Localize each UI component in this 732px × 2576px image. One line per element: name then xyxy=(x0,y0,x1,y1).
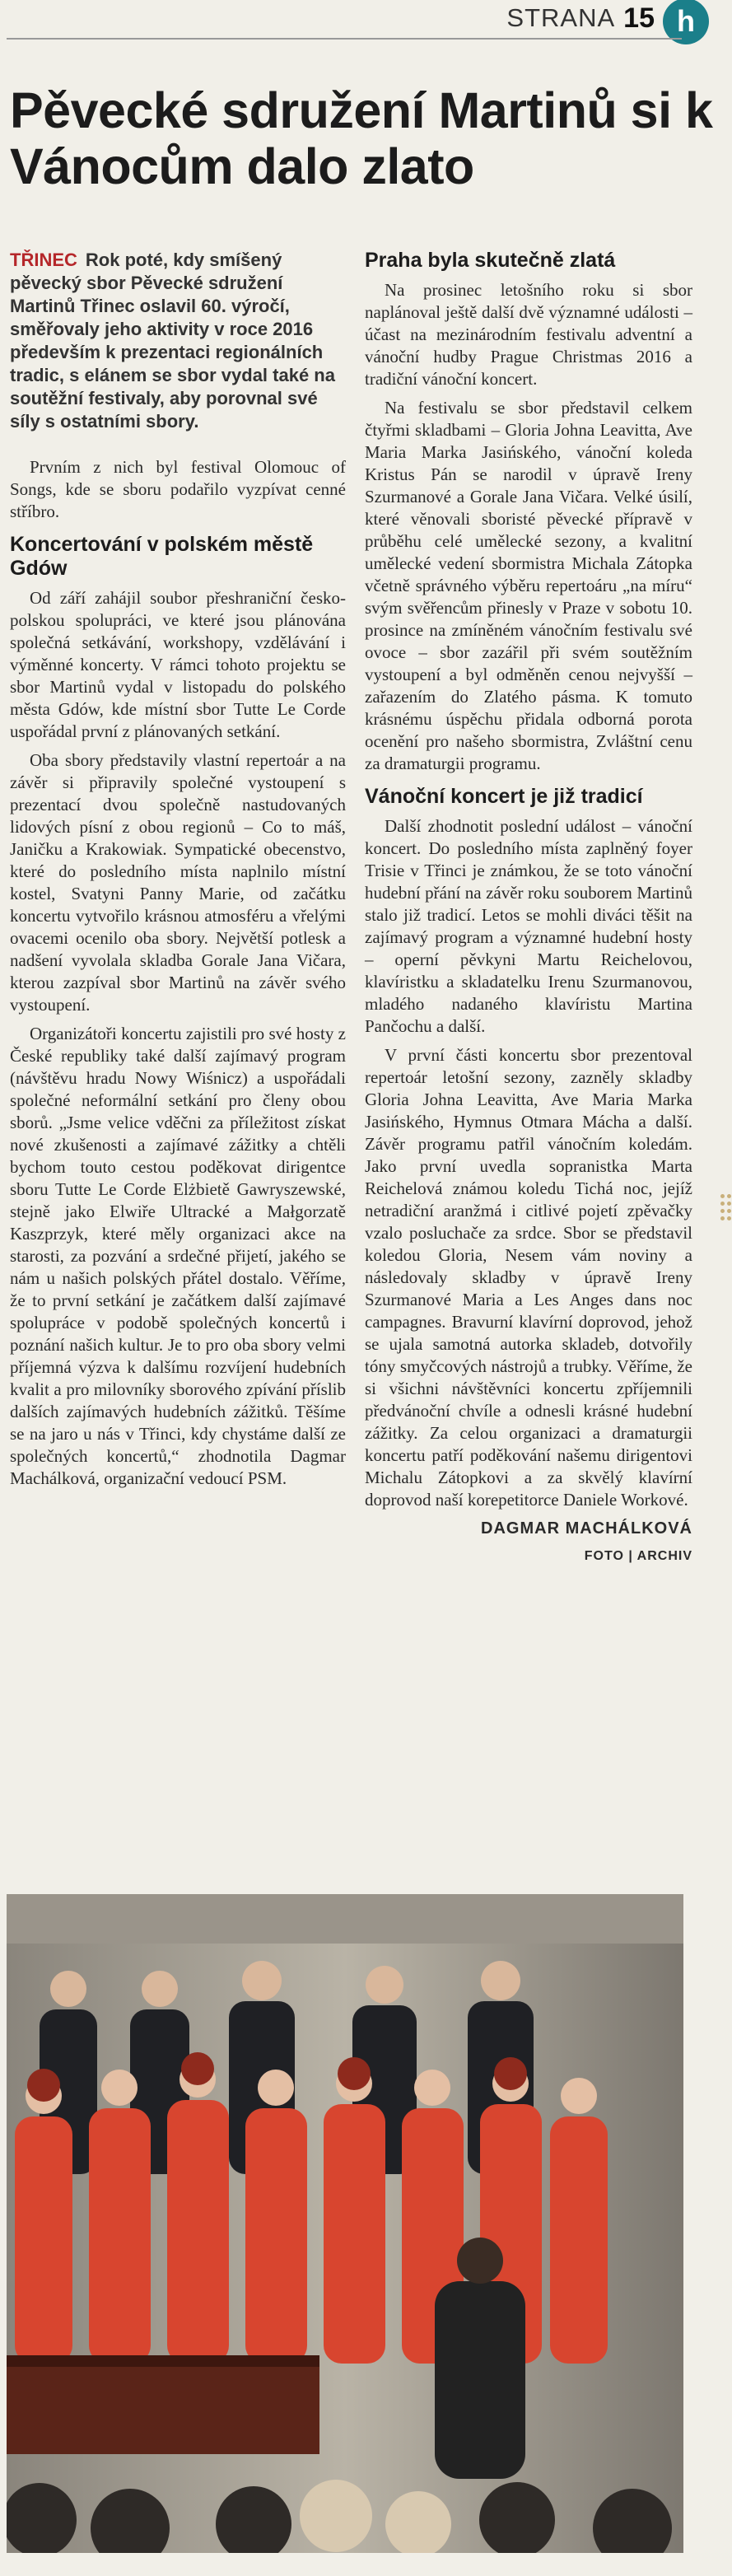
lead-text: Rok poté, kdy smíšený pěvecký sbor Pěvecké sdružení Martinů Třinec oslavil 60. výročí, směřovaly jeho aktivity v roce 2016 především k prezentaci regionálních tradic, s elánem se sbor vydal také na soutěžní festivaly, aby porovnal své síly s ostatními sbory. xyxy=(10,250,335,432)
header-divider xyxy=(7,38,682,40)
dateline-location: TŘINEC xyxy=(10,250,77,270)
author-byline: DAGMAR MACHÁLKOVÁ xyxy=(481,1519,692,1538)
subheading-koncert: Vánoční koncert je již tradicí xyxy=(365,785,643,808)
publication-logo-icon: h xyxy=(663,0,709,44)
paragraph: V první části koncertu sbor prezentoval repertoár letošní sezony, zazněly skladby Gloria Johna Leavitta, Ave Maria Marka Jasińského, Hymnus Otmara Mácha a další. Závěr programu patřil vánočním koledám. Jako první uvedla sopranistka Marta Reichelová známou koledu Tichá noc, jejíž netradiční aranžmá i citlivé pojetí zpěvačky vzalo posluchače za srdce. Sbor se představil koledou Gloria, Nesem vám noviny a následovaly skladby v úpravě Ireny Szurmanové Maria a Les Anges dans noc campagnes. Bravurní klavírní doprovod, jehož se ujala samotná autorka skladeb, dotvořily tóny smyčcových nástrojů a trubky. Věříme, že si všichni návštěvníci koncertu zpříjemnili předvánoční chvíle a odnesli krásné hudební zážitky. Za celou organizaci a dramaturgii koncertu patří poděkování našemu dirigentovi Michalu Zátopkovi a za skvělý klavírní doprovod naší korepetitorce Daniele Workové. xyxy=(365,1045,692,1510)
paragraph: Prvním z nich byl festival Olomouc of Songs, kde se sboru podařilo vyzpívat cenné stříbro. xyxy=(10,457,346,521)
left-column xyxy=(10,249,346,1496)
article-lead xyxy=(10,249,346,433)
paragraph: Oba sbory představily vlastní repertoár a na závěr si připravily společné vystoupení s prezentací dvou společně nastudovaných lidových písní z obou regionů – Co to máš, Janičku a Krakowiak. Sympatické obecenstvo, které do posledního místa naplnilo místní kostel, Svatyni Panny Marie, od začátku koncertu vytvořilo krásnou atmosféru a vřelými ovacemi ocenilo oba sbory. Největší potlesk a nadšení vyvolala skladba Gorale Jana Vičara, kterou zazpíval sbor Martinů na závěr svého vystoupení. xyxy=(10,750,346,1015)
choir-photo xyxy=(7,1894,683,2553)
paragraph: Další zhodnotit poslední událost – vánoční koncert. Do posledního místa zaplněný foyer Trisie v Třinci je známkou, že se toto vánoční hudební přání na závěr roku souborem Martinů stalo již tradicí. Letos se mohli diváci těšit na zajímavý program a významné hudební hosty – operní pěvkyni Martu Reichelovou, klavíristku a skladatelku Irenu Szurmanovou, mladého nadaného klavíristu Martina Pančochu a další. xyxy=(365,816,692,1036)
paragraph: Na festivalu se sbor představil celkem čtyřmi skladbami – Gloria Johna Leavitta, Ave Maria Marka Jasińského, vánoční koleda Kristus Pán se narodil v úpravě Ireny Szurmanové a Gorale Jana Vičara. Velké úsilí, které věnovali sboristé pěvecké přípravě v průběhu celé umělecké sezony, a kvalitní umělecké vedení sbormistra Michala Zátopka včetně správného výběru repertoáru „na míru“ svým svěřencům přinesly v Praze v sobotu 10. prosince na zmíněném vánočním festivalu své ovoce – sbor zazářil při svém soutěžním vystoupení a byl odměněn cenou nejvyšší – zařazením do Zlatého pásma. K tomuto krásnému úspěchu přidala odborná porota ocenění pro našeho sbormistra, Zvláštní cenu za dramaturgii programu. xyxy=(365,398,692,773)
margin-dots-decoration xyxy=(720,1194,732,1220)
page-label: STRANA xyxy=(506,3,616,32)
right-column xyxy=(365,249,692,1567)
choir-photo-illustration xyxy=(7,1894,683,2553)
subheading-gdow: Koncertování v polském městě Gdów xyxy=(10,533,314,580)
paragraph: Organizátoři koncertu zajistili pro své hosty z České republiky také další zajímavý program (návštěvu hradu Nowy Wiśnicz) a uspořádali společné neformální setkání pro členy obou sborů. „Jsme velice vděčni za příležitost získat nové zkušenosti a zajímavé zážitky a chtěli bychom touto cestou poděkovat dirigentce sboru Tutte Le Corde Elżbietě Gawryszewské, stejně jako Elwiře Ultracké a Małgorzatě Kaszprzyk, které měly organizaci akce na starosti, za pozvání a srdečné přijetí, jakého se nám u našich polských přátel dostalo. Věříme, že to první setkání je začátkem další zajímavé spolupráce v podobě společných koncertů i poznání našich kultur. Je to pro oba sbory velmi příjemná výzva k dalšímu rozvíjení hudebních kvalit a pro milovníky sborového zpívání příslib dalších zajímavých hudebních zážitků. Těšíme se na jaro u nás v Třinci, kdy chystáme další ze společných koncertů,“ zhodnotila Dagmar Machálková, organizační vedoucí PSM. xyxy=(10,1024,346,1488)
paragraph: Na prosinec letošního roku si sbor naplánoval ještě další dvě významné události – účast na mezinárodním festivalu adventní a vánoční hudby Prague Christmas 2016 a tradiční vánoční koncert. xyxy=(365,280,692,389)
article-headline: Pěvecké sdružení Martinů si k Vánocům dalo zlato xyxy=(10,82,713,194)
subheading-praha: Praha byla skutečně zlatá xyxy=(365,249,616,272)
photo-credit: FOTO | ARCHIV xyxy=(584,1549,692,1563)
paragraph: Od září zahájil soubor přeshraniční česko-polskou spolupráci, ve které jsou plánována společná setkávání, workshopy, vzdělávání i výměnné koncerty. V rámci tohoto projektu se sbor Martinů vydal v listopadu do polského města Gdów, kde místní sbor Tutte Le Corde uspořádal první z plánovaných setkání. xyxy=(10,588,346,741)
page-header xyxy=(506,0,709,36)
page-number: 15 xyxy=(623,2,655,34)
